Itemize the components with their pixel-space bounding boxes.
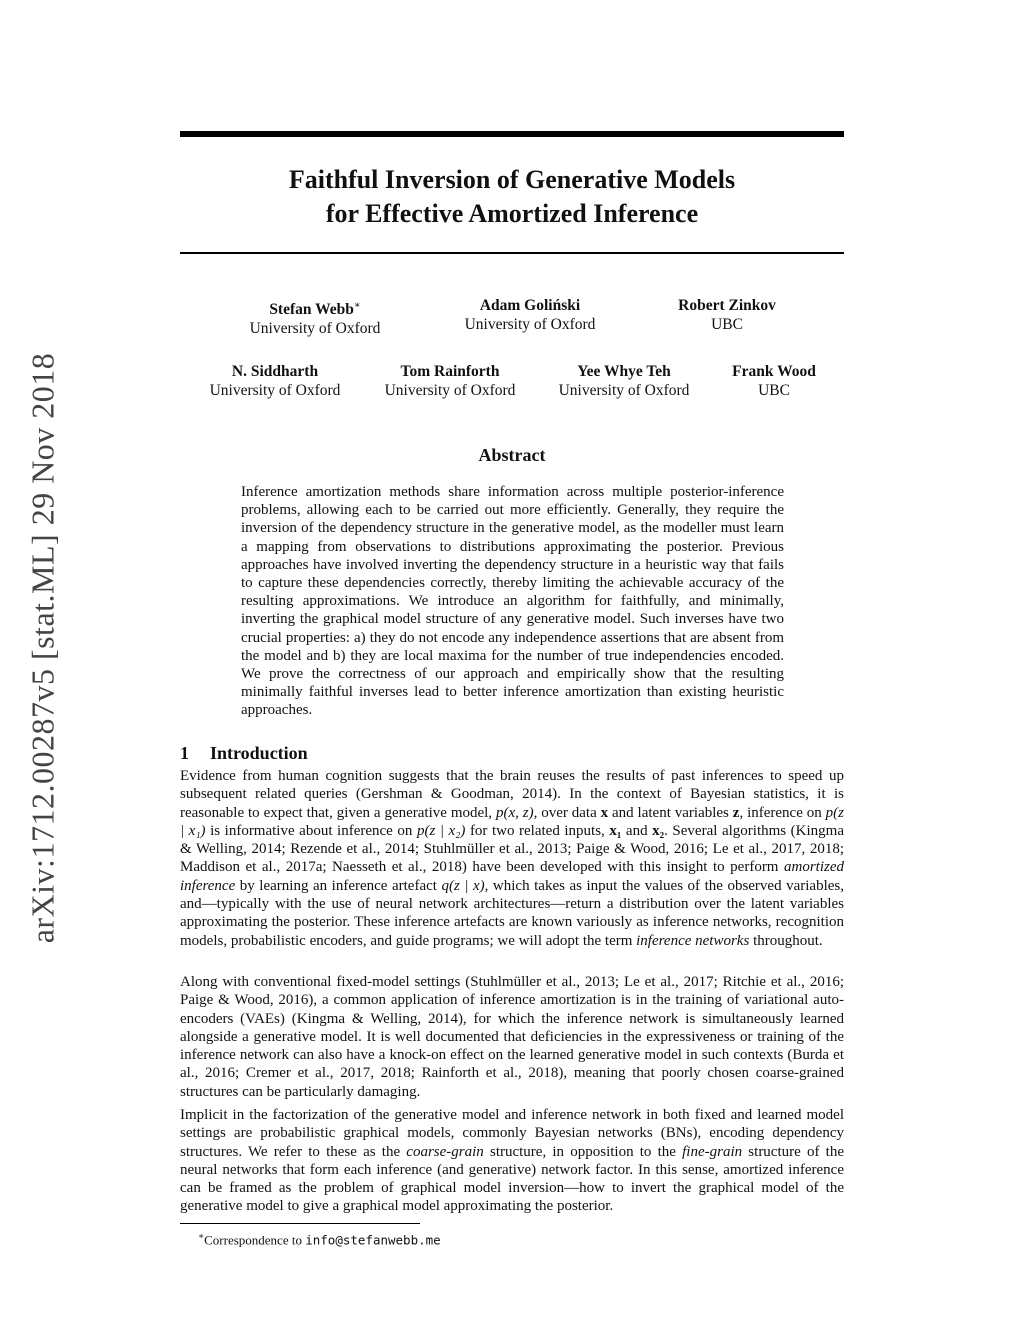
author-name: Tom Rainforth bbox=[400, 363, 500, 380]
arxiv-id[interactable]: arXiv:1712.00287v5 [stat.ML] 29 Nov 2018 bbox=[24, 352, 61, 944]
author-footnote-mark[interactable]: ∗ bbox=[353, 300, 361, 311]
author-block bbox=[679, 362, 869, 400]
math-inline: p(x, z) bbox=[495, 804, 534, 821]
footnote-email-link[interactable]: info@stefanwebb.me bbox=[305, 1232, 441, 1248]
math-inline: x bbox=[600, 804, 609, 821]
intro-paragraph-2: Along with conventional fixed-model settings (Stuhlmüller et al., 2013; Le et al., 2017; Ritchie et al., 2016; Paige & Wood, 2016), a common application of inference amortization is in the training of variational auto-encoders (VAEs) (Kingma & Welling, 2014), for which the inference network is simultaneously learned alongside a generative model. It is well documented that deficiencies in the expressiveness or training of the inference network can also have a knock-on effect on the learned generative model in such contexts (Burda et al., 2016; Cremer et al., 2017, 2018; Rainforth et al., 2018), meaning that poorly chosen coarse-grained structures can be particularly damaging. bbox=[180, 974, 844, 1100]
emphasis: amortized inference bbox=[180, 859, 844, 894]
section-number: 1 bbox=[180, 743, 189, 763]
author-affiliation: University of Oxford bbox=[464, 316, 596, 333]
author-block bbox=[632, 296, 822, 334]
author-affiliation: University of Oxford bbox=[384, 382, 516, 399]
emphasis: fine-grain bbox=[682, 1143, 743, 1160]
math-inline: x₁ bbox=[609, 822, 622, 839]
author-block bbox=[435, 296, 625, 334]
math-inline: p(z | x₂) bbox=[416, 822, 466, 839]
title-line-1: Faithful Inversion of Generative Models bbox=[288, 165, 736, 194]
author-name: Frank Wood bbox=[732, 363, 816, 380]
author-block bbox=[220, 296, 410, 338]
author-name: Stefan Webb bbox=[269, 301, 354, 319]
author-name: Robert Zinkov bbox=[678, 297, 776, 314]
author-name: Adam Goliński bbox=[479, 297, 581, 314]
title-line-2: for Effective Amortized Inference bbox=[325, 199, 699, 228]
footnote-text: Correspondence to bbox=[204, 1232, 306, 1248]
intro-paragraph-3: Implicit in the factorization of the generative model and inference network in both fixed and learned model settings are probabilistic graphical models, commonly Bayesian networks (BNs), encoding dependency structures. We refer to these as the coarse-grain structure, in opposition to the fine-grain structure of the neural networks that form each inference (and generative) network factor. In this sense, amortized inference can be framed as the problem of graphical model inversion—how to invert the graphical model of the generative model to give a graphical model approximating the posterior. bbox=[180, 1107, 844, 1215]
emphasis: inference networks bbox=[636, 932, 750, 949]
footnote bbox=[198, 1228, 441, 1248]
author-affiliation: UBC bbox=[758, 382, 790, 399]
abstract-heading: Abstract bbox=[478, 445, 546, 465]
author-name: Yee Whye Teh bbox=[577, 363, 671, 380]
footnote-mark: ∗ bbox=[198, 1231, 205, 1241]
paper-title bbox=[180, 163, 844, 231]
author-block bbox=[355, 362, 545, 400]
section-title: Introduction bbox=[210, 743, 308, 763]
title-bottom-rule bbox=[180, 252, 844, 254]
intro-paragraph-1: Evidence from human cognition suggests that the brain reuses the results of past inferences to speed up subsequent related queries (Gershman & Goodman, 2014). In the context of Bayesian statistics, it is reasonable to expect that, given a generative model, p(x, z), over data x and latent variables z, inference on p(z | x₁) is informative about inference on p(z | x₂) for two related inputs, x₁ and x₂. Several algorithms (Kingma & Welling, 2014; Rezende et al., 2014; Stuhlmüller et al., 2013; Paige & Wood, 2016; Le et al., 2017, 2018; Maddison et al., 2017a; Naesseth et al., 2018) have been developed with this insight to perform amortized inference by learning an inference artefact q(z | x), which takes as input the values of the observed variables, and—typically with the use of neural network architectures—return a distribution over the latent variables approximating the posterior. These inference artefacts are known variously as inference networks, recognition models, probabilistic encoders, and guide programs; we will adopt the term inference networks throughout. bbox=[180, 768, 845, 949]
footnote-rule bbox=[180, 1223, 420, 1224]
section-heading bbox=[180, 743, 308, 764]
author-affiliation: University of Oxford bbox=[209, 382, 341, 399]
math-inline: q(z | x) bbox=[441, 877, 485, 894]
math-inline: x₂ bbox=[652, 822, 665, 839]
title-top-rule bbox=[180, 131, 844, 137]
abstract-body: Inference amortization methods share information across multiple posterior-inference problems, allowing each to be carried out more efficiently. Generally, they require the inversion of the dependency structure in the generative model, as the modeller must learn a mapping from observations to distributions approximating the posterior. Previous approaches have involved inverting the dependency structure in a heuristic way that fails to capture these dependencies correctly, thereby limiting the achievable accuracy of the resulting approximations. We introduce an algorithm for faithfully, and minimally, inverting the graphical model structure of any generative model. Such inverses have two crucial properties: a) they do not encode any independence assertions that are absent from the model and b) they are local maxima for the number of true independencies encoded. We prove the correctness of our approach and empirically show that the resulting minimally faithful inverses lead to better inference amortization than existing heuristic approaches. bbox=[241, 484, 784, 719]
author-affiliation: UBC bbox=[711, 316, 743, 333]
author-block bbox=[180, 362, 370, 400]
author-affiliation: University of Oxford bbox=[558, 382, 690, 399]
author-affiliation: University of Oxford bbox=[249, 320, 381, 338]
math-inline: z bbox=[732, 804, 740, 821]
author-name: N. Siddharth bbox=[231, 363, 319, 380]
emphasis: coarse-grain bbox=[406, 1143, 484, 1160]
math-inline: p(z | x₁) bbox=[180, 804, 844, 839]
